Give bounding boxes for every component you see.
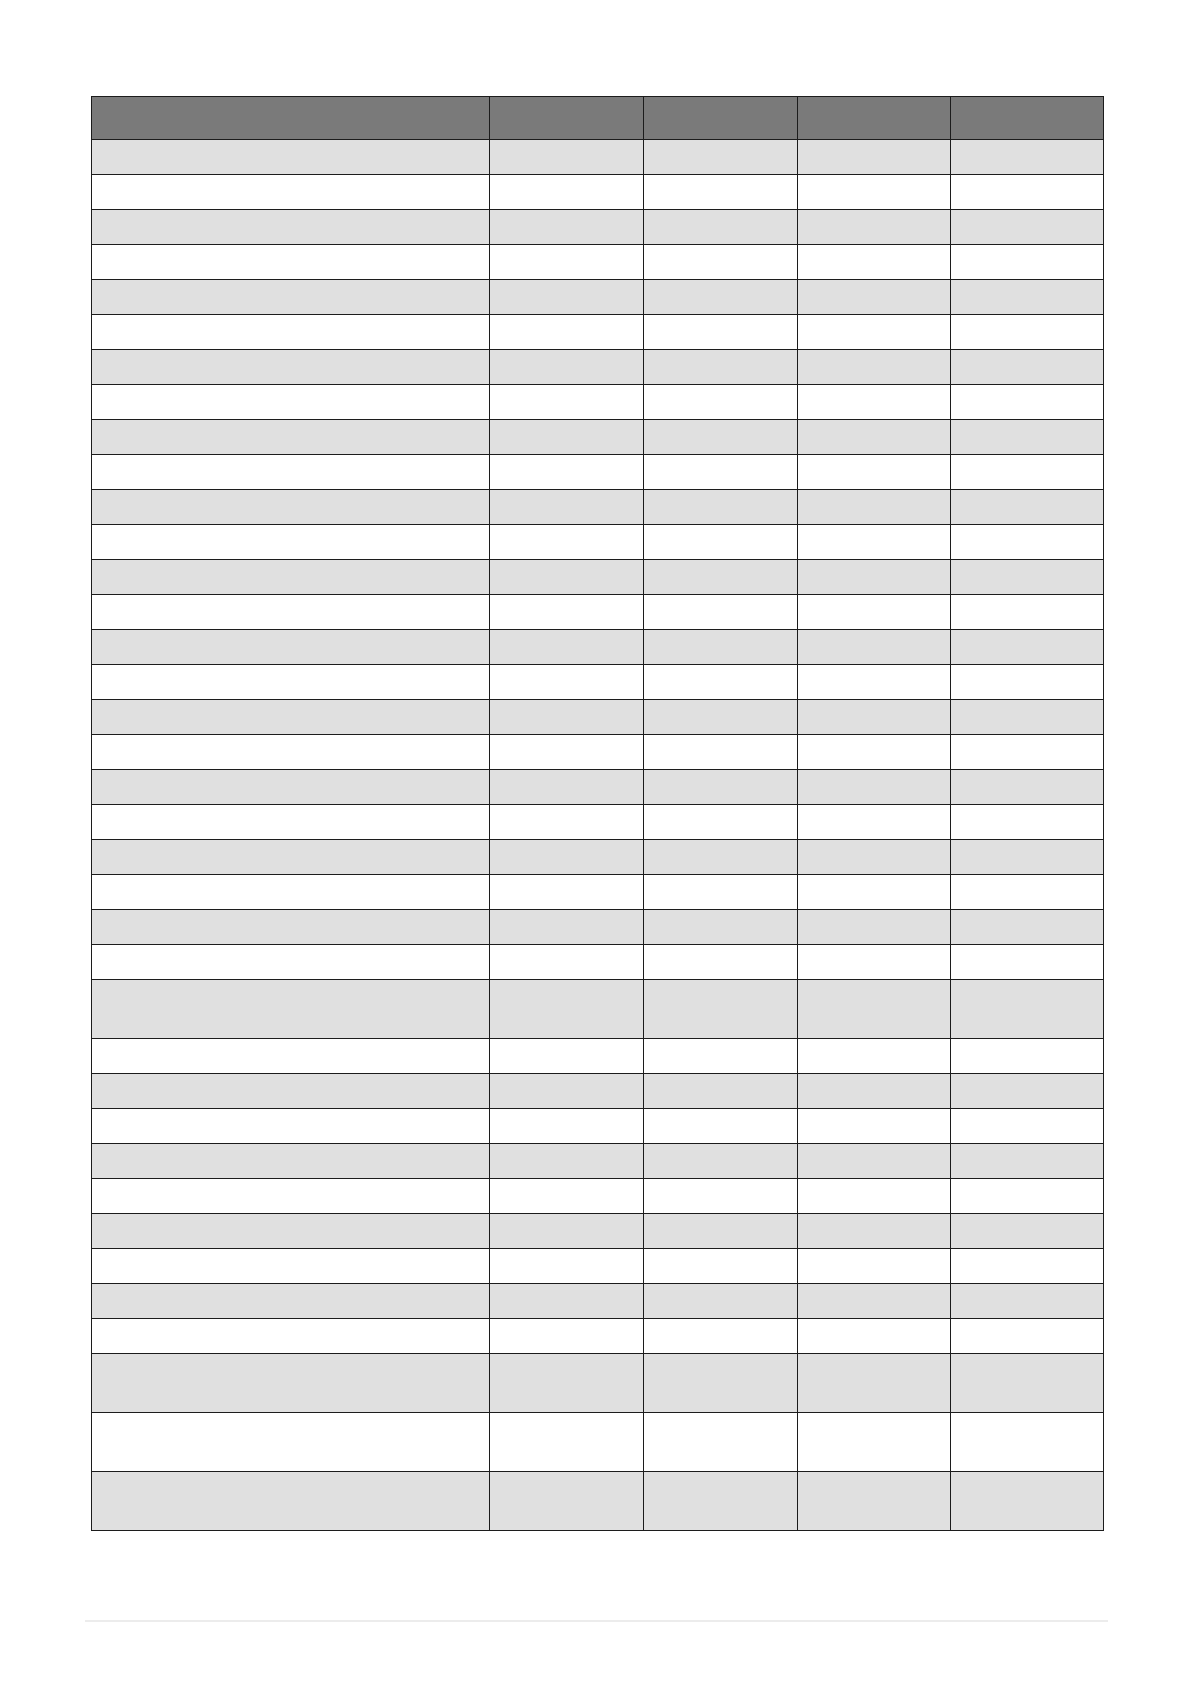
table-cell	[644, 735, 798, 770]
table-cell	[798, 385, 951, 420]
table-cell	[92, 630, 490, 665]
table-row	[92, 980, 1104, 1039]
table-cell	[798, 350, 951, 385]
table-cell	[798, 1472, 951, 1531]
table-cell	[490, 385, 644, 420]
table-cell	[644, 1319, 798, 1354]
table-row	[92, 1039, 1104, 1074]
table-header-row	[92, 97, 1104, 140]
table-cell	[490, 945, 644, 980]
table-row	[92, 210, 1104, 245]
table-cell	[951, 1319, 1104, 1354]
table-body	[92, 140, 1104, 1531]
table-cell	[92, 945, 490, 980]
table-cell	[92, 1179, 490, 1214]
table-cell	[951, 945, 1104, 980]
table-row	[92, 1074, 1104, 1109]
table-cell	[951, 1472, 1104, 1531]
table-cell	[490, 420, 644, 455]
table-cell	[92, 245, 490, 280]
table-cell	[951, 280, 1104, 315]
table-cell	[644, 1413, 798, 1472]
table-cell	[644, 665, 798, 700]
table-cell	[644, 140, 798, 175]
table-row	[92, 945, 1104, 980]
column-header	[92, 97, 490, 140]
table-row	[92, 805, 1104, 840]
table-cell	[490, 490, 644, 525]
table-row	[92, 1214, 1104, 1249]
table-cell	[490, 875, 644, 910]
table-cell	[644, 385, 798, 420]
table-cell	[644, 770, 798, 805]
table-cell	[644, 560, 798, 595]
table-cell	[798, 1319, 951, 1354]
table-cell	[92, 490, 490, 525]
column-header	[798, 97, 951, 140]
table-cell	[798, 910, 951, 945]
table-cell	[951, 700, 1104, 735]
table-cell	[798, 245, 951, 280]
table-cell	[490, 1249, 644, 1284]
table-cell	[644, 1249, 798, 1284]
table-cell	[951, 1144, 1104, 1179]
table-row	[92, 770, 1104, 805]
table-cell	[798, 945, 951, 980]
table-cell	[92, 1319, 490, 1354]
table-cell	[490, 210, 644, 245]
table-cell	[798, 770, 951, 805]
table-cell	[951, 245, 1104, 280]
table-cell	[92, 980, 490, 1039]
table-cell	[92, 1472, 490, 1531]
table-cell	[951, 490, 1104, 525]
table-cell	[951, 1249, 1104, 1284]
table-cell	[798, 1284, 951, 1319]
table-cell	[951, 770, 1104, 805]
table-cell	[951, 385, 1104, 420]
table-cell	[490, 1214, 644, 1249]
column-header	[644, 97, 798, 140]
table-cell	[798, 1354, 951, 1413]
table-row	[92, 455, 1104, 490]
table-cell	[92, 665, 490, 700]
table-cell	[490, 805, 644, 840]
table-cell	[490, 700, 644, 735]
table-cell	[490, 175, 644, 210]
table-cell	[644, 875, 798, 910]
table-cell	[92, 735, 490, 770]
table-cell	[490, 1039, 644, 1074]
table-row	[92, 910, 1104, 945]
table-cell	[951, 805, 1104, 840]
table-cell	[92, 280, 490, 315]
table-cell	[92, 175, 490, 210]
table-cell	[92, 560, 490, 595]
table-cell	[798, 665, 951, 700]
table-cell	[951, 875, 1104, 910]
table-cell	[92, 1214, 490, 1249]
table-cell	[798, 1039, 951, 1074]
table-cell	[798, 980, 951, 1039]
table-row	[92, 280, 1104, 315]
table-cell	[798, 315, 951, 350]
table-cell	[490, 980, 644, 1039]
table-cell	[490, 1074, 644, 1109]
table-cell	[951, 1284, 1104, 1319]
table-cell	[951, 840, 1104, 875]
table-cell	[644, 490, 798, 525]
table-cell	[644, 280, 798, 315]
table-row	[92, 490, 1104, 525]
table-row	[92, 525, 1104, 560]
table-cell	[490, 595, 644, 630]
table-cell	[644, 315, 798, 350]
table-cell	[92, 910, 490, 945]
table-row	[92, 1354, 1104, 1413]
table-cell	[644, 455, 798, 490]
table-row	[92, 665, 1104, 700]
column-header	[490, 97, 644, 140]
table-cell	[798, 1109, 951, 1144]
table-cell	[490, 1179, 644, 1214]
table-cell	[92, 805, 490, 840]
table-row	[92, 1109, 1104, 1144]
table-row	[92, 315, 1104, 350]
table-row	[92, 1249, 1104, 1284]
table-cell	[644, 630, 798, 665]
table-cell	[644, 210, 798, 245]
table-cell	[798, 875, 951, 910]
table-cell	[644, 980, 798, 1039]
table-cell	[490, 1319, 644, 1354]
table-cell	[951, 735, 1104, 770]
table-cell	[92, 1284, 490, 1319]
table-cell	[92, 1144, 490, 1179]
table-cell	[92, 140, 490, 175]
table-cell	[951, 140, 1104, 175]
table-cell	[490, 1354, 644, 1413]
table-cell	[798, 630, 951, 665]
table-cell	[644, 1179, 798, 1214]
table-cell	[951, 665, 1104, 700]
table-cell	[490, 525, 644, 560]
table-cell	[644, 420, 798, 455]
table-cell	[92, 420, 490, 455]
table-cell	[951, 455, 1104, 490]
table-cell	[798, 175, 951, 210]
table-cell	[490, 1284, 644, 1319]
table-cell	[644, 595, 798, 630]
table-cell	[92, 875, 490, 910]
table-cell	[92, 1413, 490, 1472]
table-cell	[92, 1074, 490, 1109]
table-cell	[798, 490, 951, 525]
table-cell	[951, 980, 1104, 1039]
table-cell	[798, 1214, 951, 1249]
footer-divider	[85, 1620, 1108, 1622]
table-cell	[798, 210, 951, 245]
table-cell	[92, 350, 490, 385]
table-cell	[490, 1109, 644, 1144]
table-cell	[798, 595, 951, 630]
table-cell	[644, 175, 798, 210]
table-cell	[951, 525, 1104, 560]
table-cell	[490, 280, 644, 315]
table-cell	[951, 210, 1104, 245]
table-cell	[92, 1109, 490, 1144]
table-row	[92, 735, 1104, 770]
table-cell	[644, 1472, 798, 1531]
table-cell	[490, 560, 644, 595]
table-cell	[798, 525, 951, 560]
table-cell	[644, 840, 798, 875]
table-cell	[644, 805, 798, 840]
table-cell	[490, 245, 644, 280]
table-cell	[951, 1074, 1104, 1109]
table-row	[92, 350, 1104, 385]
table-cell	[92, 315, 490, 350]
table-cell	[798, 805, 951, 840]
table-cell	[92, 1249, 490, 1284]
column-header	[951, 97, 1104, 140]
table-row	[92, 140, 1104, 175]
table-cell	[644, 1039, 798, 1074]
table-row	[92, 560, 1104, 595]
table-row	[92, 840, 1104, 875]
table-cell	[798, 560, 951, 595]
table-cell	[490, 630, 644, 665]
table-cell	[951, 1354, 1104, 1413]
table-cell	[490, 1472, 644, 1531]
table-cell	[92, 1039, 490, 1074]
table-row	[92, 1413, 1104, 1472]
table-cell	[644, 700, 798, 735]
table-cell	[92, 770, 490, 805]
table-cell	[798, 1249, 951, 1284]
table-cell	[798, 1179, 951, 1214]
table-row	[92, 630, 1104, 665]
table-cell	[644, 910, 798, 945]
table-cell	[798, 1074, 951, 1109]
table-row	[92, 1472, 1104, 1531]
table-row	[92, 175, 1104, 210]
table-cell	[490, 1413, 644, 1472]
table-cell	[92, 840, 490, 875]
table-row	[92, 385, 1104, 420]
table-cell	[951, 350, 1104, 385]
table-cell	[951, 560, 1104, 595]
table-cell	[490, 735, 644, 770]
table-cell	[798, 1144, 951, 1179]
table-row	[92, 1144, 1104, 1179]
table-cell	[490, 770, 644, 805]
table-cell	[490, 1144, 644, 1179]
table-cell	[951, 420, 1104, 455]
table-cell	[951, 910, 1104, 945]
table-cell	[798, 1413, 951, 1472]
table-cell	[644, 1109, 798, 1144]
table-cell	[490, 140, 644, 175]
table-cell	[490, 315, 644, 350]
table-cell	[92, 525, 490, 560]
table-cell	[798, 840, 951, 875]
table-cell	[644, 1354, 798, 1413]
table-cell	[644, 350, 798, 385]
table-row	[92, 700, 1104, 735]
table-cell	[92, 595, 490, 630]
table-row	[92, 1284, 1104, 1319]
table-cell	[951, 630, 1104, 665]
table-cell	[951, 1179, 1104, 1214]
table-cell	[490, 840, 644, 875]
table-cell	[644, 1144, 798, 1179]
table-cell	[92, 210, 490, 245]
table-cell	[798, 700, 951, 735]
table-cell	[798, 280, 951, 315]
table-cell	[951, 175, 1104, 210]
table-cell	[490, 350, 644, 385]
table-row	[92, 595, 1104, 630]
table-row	[92, 1179, 1104, 1214]
table-cell	[798, 140, 951, 175]
table-cell	[644, 945, 798, 980]
table-cell	[951, 315, 1104, 350]
table-cell	[798, 735, 951, 770]
table-cell	[490, 910, 644, 945]
table-cell	[92, 385, 490, 420]
table-cell	[644, 245, 798, 280]
table-cell	[644, 1284, 798, 1319]
table-cell	[951, 1214, 1104, 1249]
table-cell	[92, 1354, 490, 1413]
table-cell	[951, 1413, 1104, 1472]
table-cell	[490, 665, 644, 700]
table-row	[92, 875, 1104, 910]
table-cell	[644, 525, 798, 560]
table-cell	[951, 1039, 1104, 1074]
table-cell	[644, 1214, 798, 1249]
table-cell	[798, 420, 951, 455]
table-cell	[490, 455, 644, 490]
table-cell	[644, 1074, 798, 1109]
table-cell	[92, 700, 490, 735]
table-cell	[798, 455, 951, 490]
table-row	[92, 420, 1104, 455]
table-cell	[951, 1109, 1104, 1144]
table-cell	[92, 455, 490, 490]
data-table	[91, 96, 1104, 1531]
table-row	[92, 1319, 1104, 1354]
table-row	[92, 245, 1104, 280]
table-cell	[951, 595, 1104, 630]
